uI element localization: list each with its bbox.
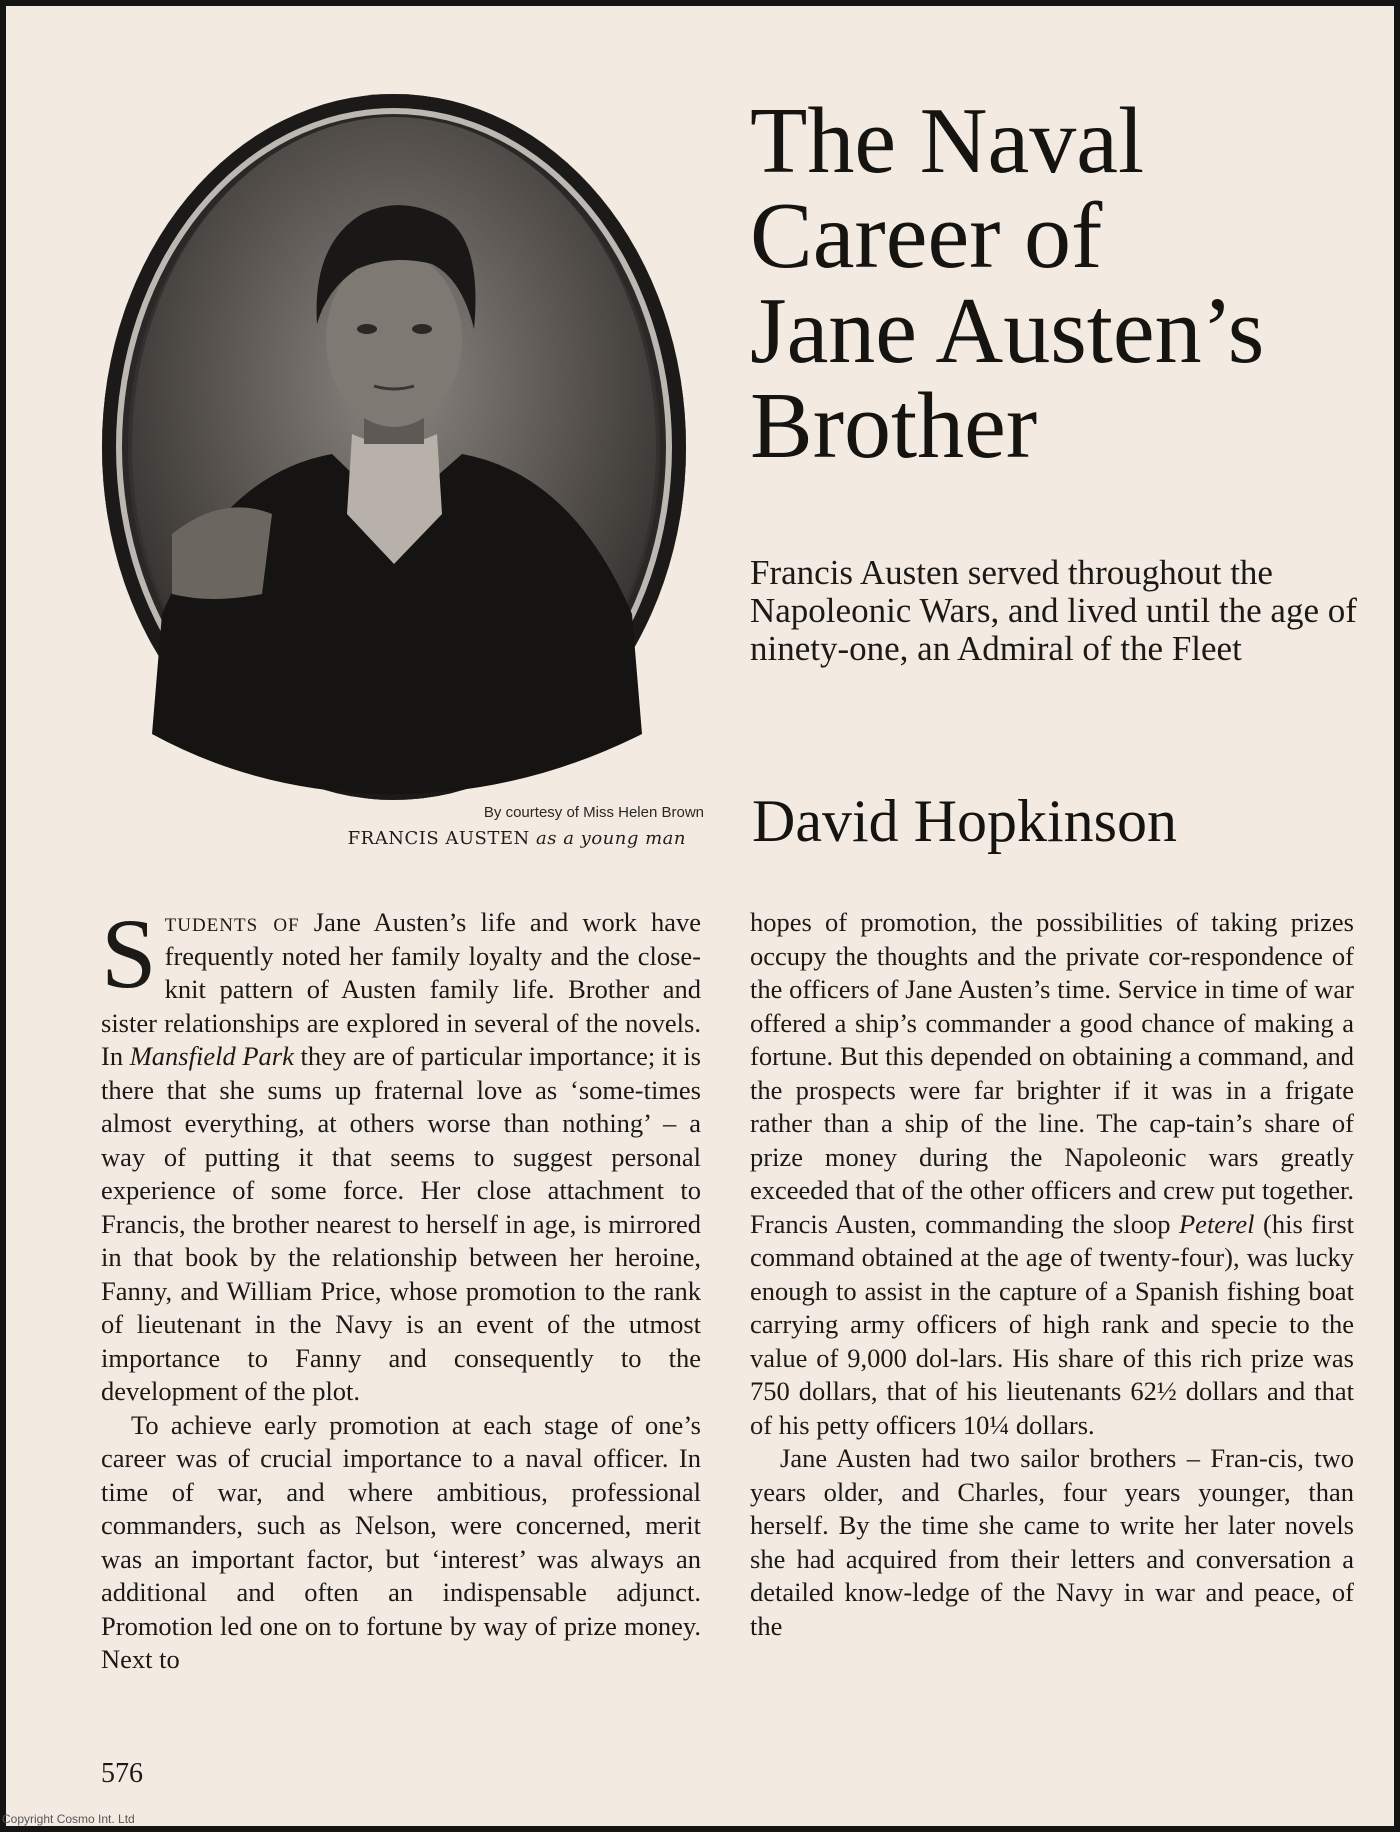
drop-cap: S — [101, 898, 157, 1009]
portrait-image — [102, 94, 686, 800]
caption-name: FRANCIS AUSTEN — [347, 828, 530, 849]
caption-text: as a young man — [536, 828, 686, 849]
photo-credit: By courtesy of Miss Helen Brown — [483, 804, 704, 821]
paragraph-text: hopes of promotion, the possibilities of taking prizes occupy the thoughts and the private cor-respondence of the officers of Jane Austen’s time. Service in time of war offered a ship’s commander a good chance of making a fortune. But this depended on obtaining a command, and the prospects were far brighter if it was in a frigate rather than a ship of the line. The cap-tain’s share of prize money during the Napoleonic wars greatly exceeded that of the other officers and crew put together. Francis Austen, commanding the sloop — [750, 907, 1354, 1239]
standfirst: Francis Austen served throughout the Napoleonic Wars, and lived until the age of ninety-one, an Admiral of the Fleet — [750, 553, 1357, 668]
italic-title: Mansfield Park — [129, 1041, 294, 1071]
portrait-caption — [126, 828, 686, 849]
author-byline: David Hopkinson — [752, 788, 1177, 854]
paragraph-text: they are of particular importance; it is there that she sums up fraternal love as ‘some-times almost everything, at others worse than nothing’ – a way of putting it that seems to suggest personal experience of some force. Her close attachment to Francis, the brother nearest to herself in age, is mirrored in that book by the relationship between her heroine, Fanny, and William Price, whose promotion to the rank of lieutenant in the Navy is an event of the utmost importance to Fanny and consequently to the development of the plot. — [101, 1041, 701, 1406]
title-line: Brother — [750, 374, 1038, 478]
portrait-figure — [102, 94, 686, 800]
italic-ship-name: Peterel — [1179, 1208, 1255, 1239]
lead-smallcaps: tudents of — [164, 907, 300, 937]
title-line: Career of — [750, 184, 1103, 288]
body-paragraph — [750, 906, 1354, 1442]
body-paragraph — [101, 898, 701, 1409]
body-paragraph: To achieve early promotion at each stage of one’s career was of crucial importance to a naval officer. In time of war, and where ambitious, professional commanders, such as Nelson, were concerned, merit was an important factor, but ‘interest’ was always an additional and often an indispensable adjunct. Promotion led one on to fortune by way of prize money. Next to — [101, 1409, 701, 1674]
title-line: The Naval — [750, 89, 1145, 193]
body-column-left — [101, 898, 701, 1677]
page-number: 576 — [101, 1758, 143, 1789]
body-paragraph: Jane Austen had two sailor brothers – Fran-cis, two years older, and Charles, four years younger, than herself. By the time she came to write her later novels she had acquired from their letters and conversation a detailed know-ledge of the Navy in war and peace, of the — [750, 1443, 1354, 1641]
body-column-right — [750, 906, 1354, 1643]
article-title — [750, 89, 1370, 478]
title-line: Jane Austen’s — [750, 279, 1265, 383]
copyright-notice: Copyright Cosmo Int. Ltd — [2, 1812, 135, 1826]
paragraph-text: Jane Austen’s life and work have frequently noted her family loyalty and the close-knit pattern of Austen family life. Brother and sister relationships are explored in several of the novels. In — [101, 907, 701, 1071]
paragraph-text: (his first command obtained at the age of twenty-four), was lucky enough to assist in the capture of a Spanish fishing boat carrying army officers of high rank and specie to the value of 9,000 dol-lars. His share of this rich prize was 750 dollars, that of his lieutenants 62½ dollars and that of his petty officers 10¼ dollars. — [750, 1208, 1354, 1440]
magazine-page — [6, 6, 1394, 1826]
